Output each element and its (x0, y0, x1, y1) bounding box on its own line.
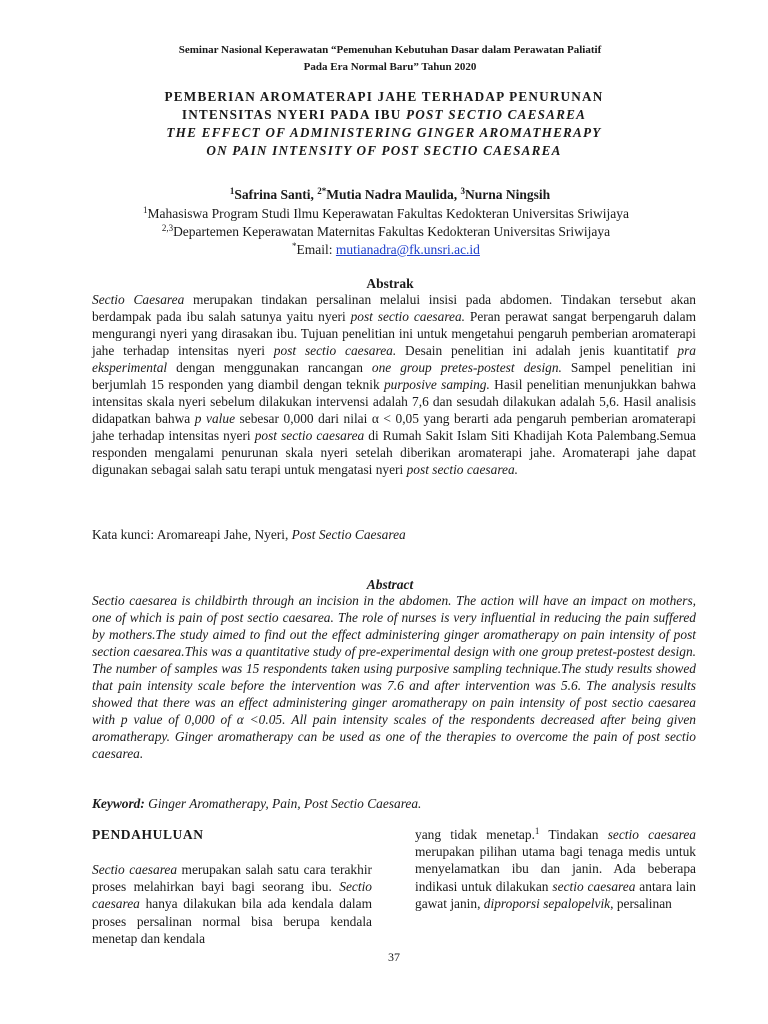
kata-kunci (92, 526, 696, 543)
abstrak-term: post sectio caesarea (254, 428, 365, 443)
intro-text: hanya dilakukan bila ada kendala dalam proses persalinan normal bisa berupa kendala menetap dan kendala (92, 896, 372, 946)
abstrak-term: p value (194, 411, 236, 426)
intro-term: diproporsi sepalopelvik (483, 895, 611, 911)
title-id-line-2-text: INTENSITAS NYERI PADA IBU (181, 107, 407, 122)
intro-text: merupakan pilihan utama bagi tenaga medis untuk menyelamatkan ibu dan janin. Ada beberapa indikasi untuk dilakukan (415, 844, 696, 894)
abstrak-text: Hasil penelitian menunjukkan bahwa intensitas skala nyeri sebelum dilakukan intervensi adalah 7,6 dan sesudah dilakukan adalah 5,6. Hasil analisis didapatkan bahwa (92, 377, 696, 426)
author-1-sup: 1 (229, 186, 235, 196)
abstrak-text: sebesar 0,000 dari nilai α < 0,05 yang berarti ada pengaruh pemberian aromaterapi jahe terhadap intensitas nyeri (92, 411, 696, 443)
intro-right-column (415, 826, 696, 912)
page-number: 37 (388, 950, 400, 964)
abstrak-text: dengan menggunakan rancangan (167, 360, 372, 375)
intro-text: antara lain gawat janin, (415, 878, 696, 911)
kata-kunci-label: Kata kunci: Aromareapi Jahe, Nyeri, (92, 527, 292, 542)
intro-term: Sectio caesarea (92, 879, 372, 912)
email-sup: * (292, 241, 297, 251)
abstract-body: Sectio caesarea is childbirth through an incision in the abdomen. The action will have an impact on mothers, one of which is pain of post sectio caesarea. The role of nurses is very influential in reducing the pain suffered by mothers.The study aimed to find out the effect administering ginger aromatherapy on pain intensity of post section caesarea.This was a quantitative study of pre-experimental design with one group pretest-postest design. The number of samples was 15 respondents taken using purposive sampling technique.The study results showed that pain intensity scale before the intervention was 7.6 and after intervention was 5.6. The analysis results showed that there was an effect administering ginger aromatherapy on pain intensity of post sectio caesarea with p value of 0,000 of α <0.05. All pain intensity scales of the respondents decreased after being given aromatherapy. Ginger aromatherapy can be used as one of the therapies to overcome the pain of post sectio caesarea. (92, 593, 696, 761)
abstrak-term: purposive samping. (383, 377, 490, 392)
abstrak-text: di Rumah Sakit Islam Siti Khadijah Kota Palembang.Semua responden mengalami penurunan skala nyeri setelah diberikan aromaterapi jahe. Aromaterapi jahe dapat digunakan sebagai salah satu terapi untuk mengatasi nyeri (92, 428, 696, 477)
citation-sup: 1 (534, 826, 540, 836)
author-3: Nurna Ningsih (465, 187, 551, 202)
affiliation-2-text: Departemen Keperawatan Maternitas Fakultas Kedokteran Universitas Sriwijaya (173, 224, 611, 239)
seminar-header (90, 42, 690, 76)
abstrak-term: post sectio caesarea. (350, 309, 466, 324)
abstrak-heading: Abstrak (366, 276, 414, 291)
author-2-sup: 2* (317, 186, 327, 196)
author-list (90, 186, 690, 204)
intro-text: Tindakan (539, 827, 608, 842)
intro-text: , persalinan (610, 895, 672, 911)
affiliation-1 (90, 205, 682, 223)
title-id-line-2 (90, 106, 678, 124)
author-3-sup: 3 (460, 186, 465, 196)
abstrak-body (92, 291, 696, 478)
abstract-heading: Abstract (366, 577, 414, 592)
intro-term: sectio caesarea (607, 827, 696, 842)
abstrak-text: Peran perawat sangat berpengaruh dalam mengurangi nyeri yang dirasakan ibu. Tujuan penelitian ini untuk mengetahui pengaruh pemberian aromaterapi jahe terhadap intensitas nyeri (92, 309, 696, 358)
paper-title (90, 88, 678, 160)
email-label: Email: (296, 242, 336, 257)
pendahuluan-heading: PENDAHULUAN (92, 827, 204, 842)
author-1: Safrina Santi, (234, 187, 318, 202)
intro-term: Sectio caesarea (92, 862, 178, 877)
intro-left-column (92, 861, 372, 947)
abstrak-term: post sectio caesarea. (406, 462, 519, 477)
keyword-line (92, 795, 696, 812)
email-link[interactable]: mutianadra@fk.unsri.ac.id (335, 242, 480, 257)
keyword-text: Ginger Aromatherapy, Pain, Post Sectio Caesarea. (144, 796, 422, 811)
affiliation-1-text: Mahasiswa Program Studi Ilmu Keperawatan Fakultas Kedokteran Universitas Sriwijaya (147, 206, 629, 221)
abstrak-term: post sectio caesarea. (273, 343, 397, 358)
email-line (90, 241, 682, 259)
abstrak-text: merupakan tindakan persalinan melalui insisi pada abdomen. Tindakan tersebut akan berdampak pada ibu salah satunya yaitu nyeri (92, 292, 696, 324)
abstrak-text: Sampel penelitian ini berjumlah 15 responden yang diambil dengan teknik (92, 360, 696, 392)
affiliation-2-sup: 2,3 (161, 223, 174, 233)
title-en-line-2: ON PAIN INTENSITY OF POST SECTIO CAESAREA (206, 143, 562, 158)
header-line-1: Seminar Nasional Keperawatan “Pemenuhan Kebutuhan Dasar dalam Perawatan Paliatif (178, 44, 602, 56)
abstrak-term: one group pretes-postest design. (371, 360, 562, 375)
affiliation-2 (90, 223, 682, 241)
title-id-line-1: PEMBERIAN AROMATERAPI JAHE TERHADAP PENURUNAN (164, 89, 604, 104)
author-2: Mutia Nadra Maulida, (326, 187, 461, 202)
intro-text: merupakan salah satu cara terakhir proses melahirkan bayi bagi seorang ibu. (92, 862, 372, 895)
abstrak-text: Desain penelitian ini adalah jenis kuantitatif (396, 343, 678, 358)
title-en-line-1: THE EFFECT OF ADMINISTERING GINGER AROMATHERAPY (166, 125, 602, 140)
abstrak-term: Sectio Caesarea (92, 292, 185, 307)
intro-term: sectio caesarea (552, 878, 636, 894)
header-line-2: Pada Era Normal Baru” Tahun 2020 (303, 61, 477, 73)
title-id-line-2-italic: POST SECTIO CAESAREA (406, 107, 587, 122)
intro-text: yang tidak menetap. (415, 827, 535, 842)
keyword-label: Keyword: (92, 796, 145, 811)
affiliation-1-sup: 1 (143, 205, 148, 215)
abstrak-term: pra eksperimental (92, 343, 696, 375)
kata-kunci-italic: Post Sectio Caesarea (291, 527, 406, 542)
